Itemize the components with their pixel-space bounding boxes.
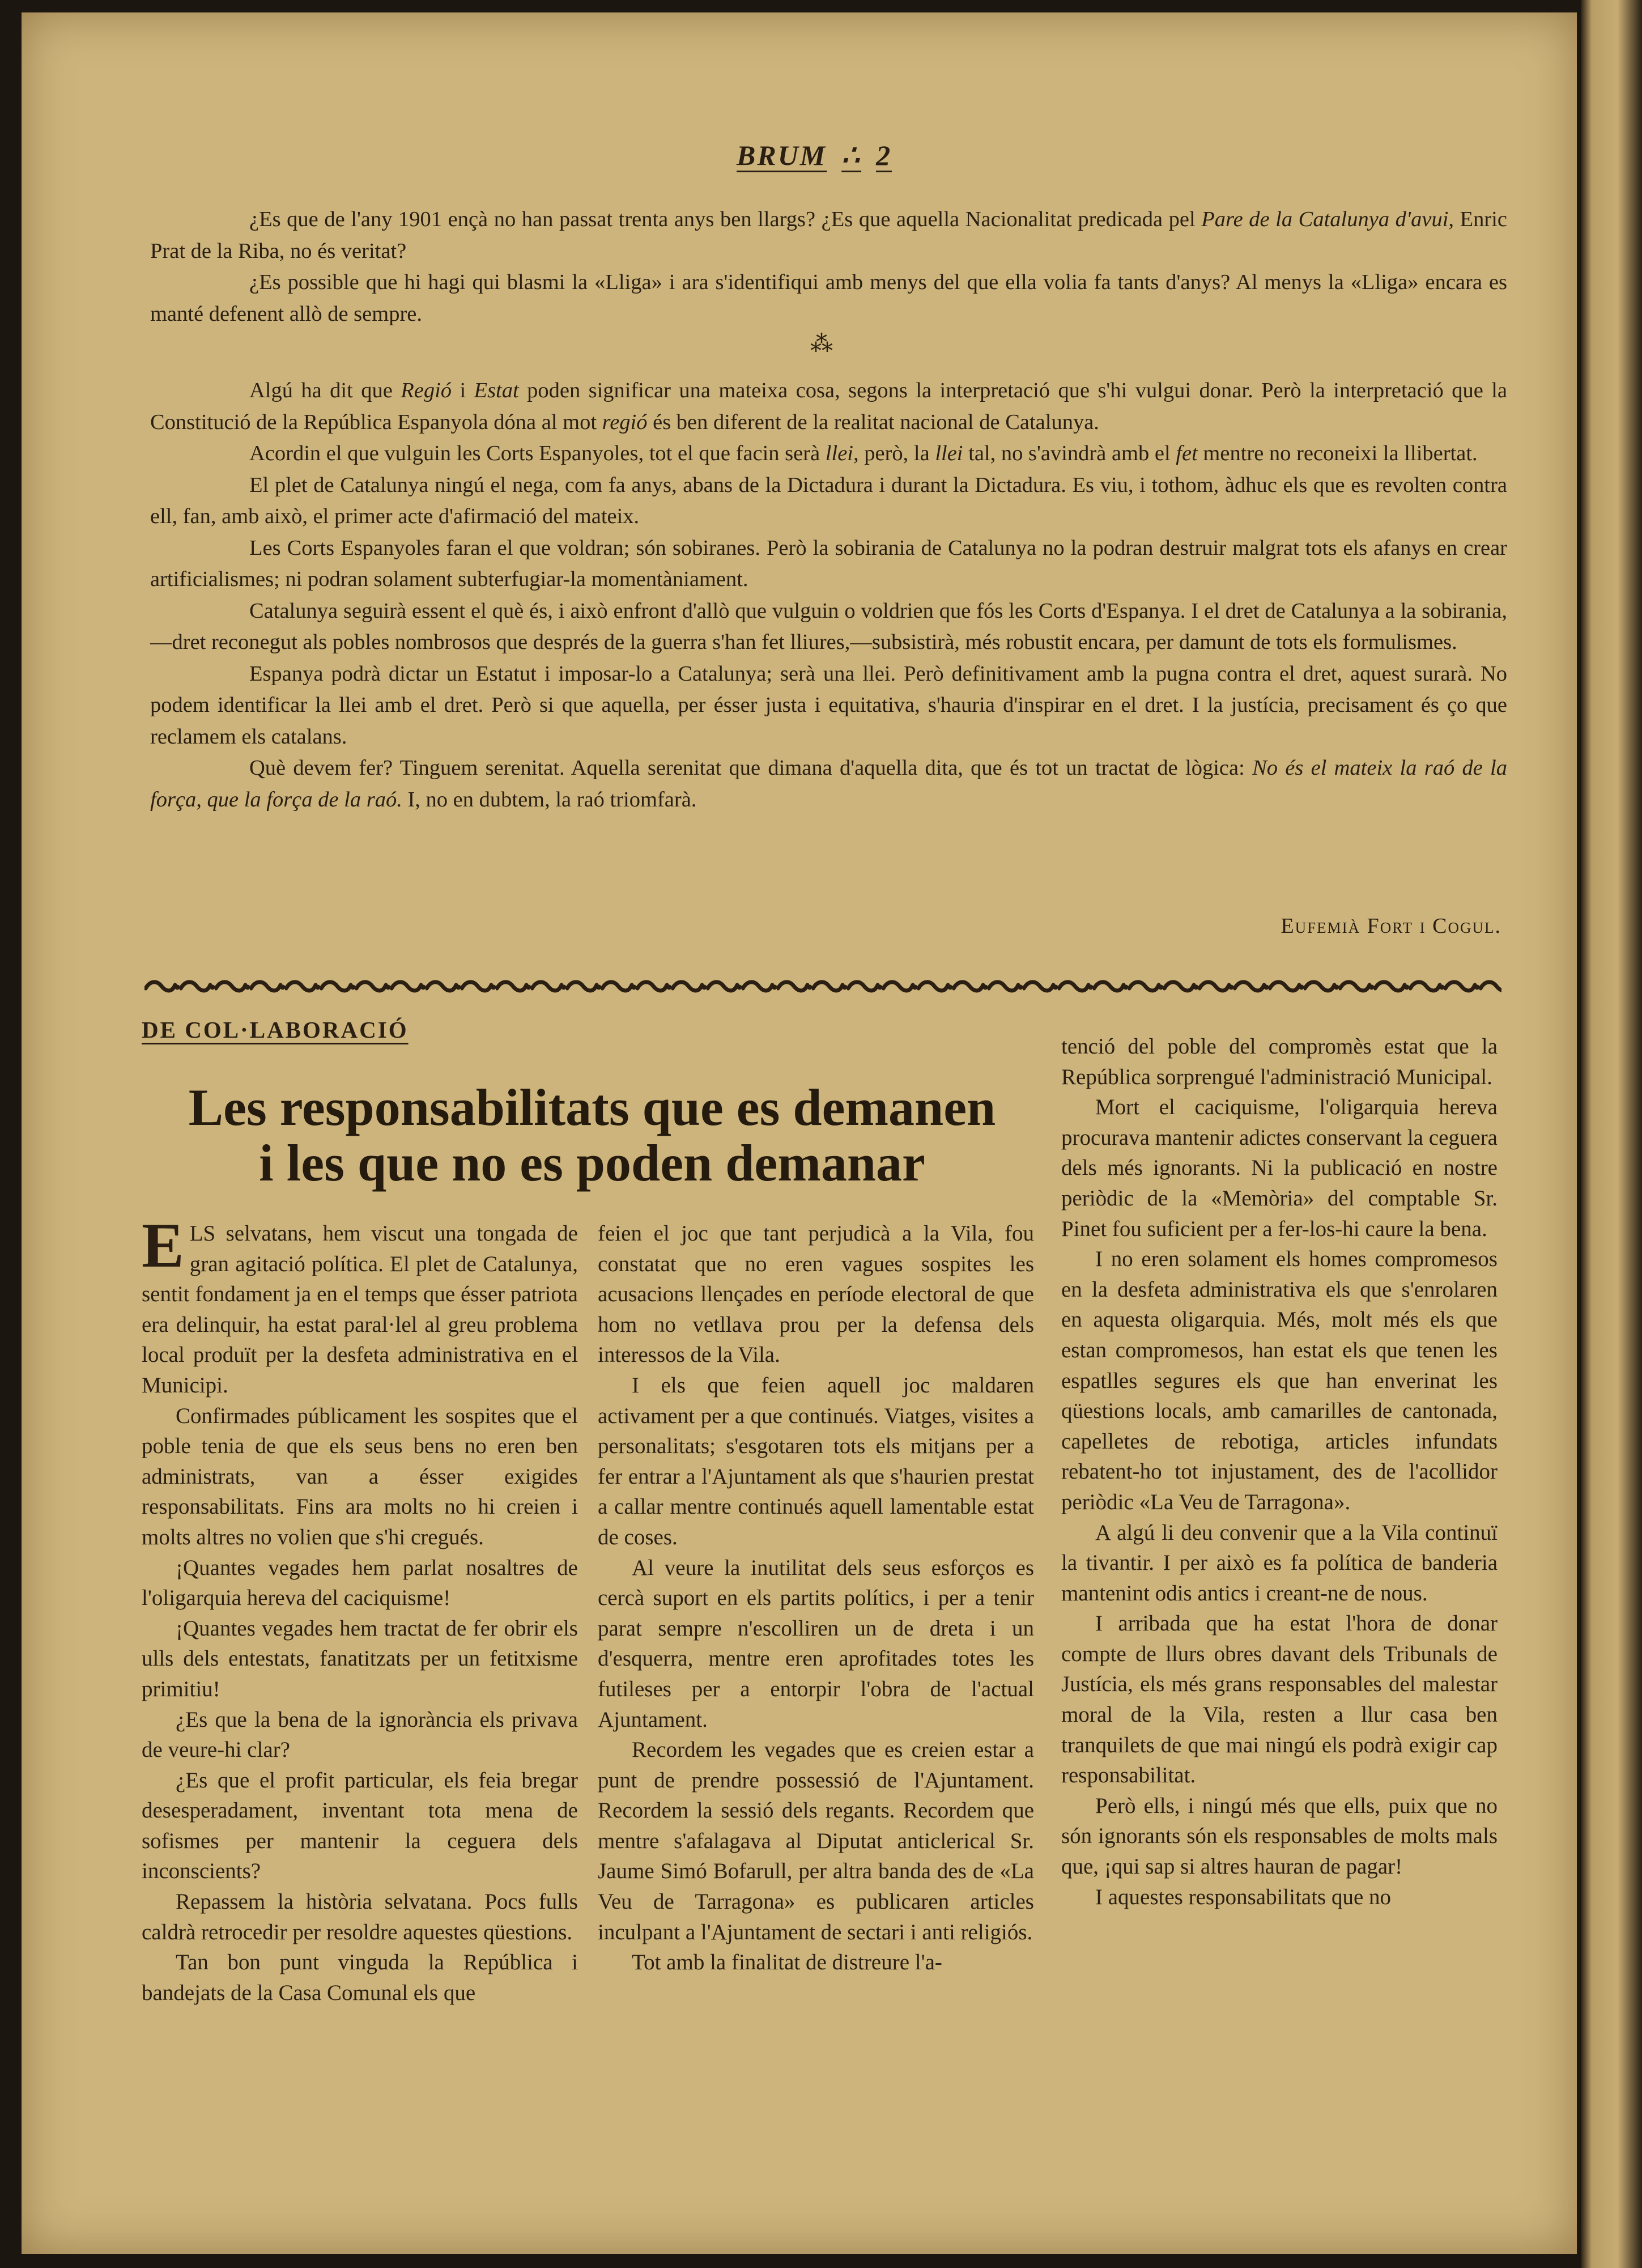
top-para-8: Espanya podrà dictar un Estatut i imposar-lo a Catalunya; serà una llei. Però definitivament amb la pugna contra el dret, aquest surarà. No podem identificar la llei amb el dret. Però si que aquella, per ésser justa i equitativa, s'hauria d'inspirar en el dret. I la justícia, precisament és ço que reclamem els catalans. xyxy=(150,661,1507,749)
author-signature: Eufemià Fort i Cogul. xyxy=(1281,914,1501,938)
col2-para-5: Tot amb la finalitat de distreure l'a- xyxy=(632,1950,942,1975)
top-para-5: El plet de Catalunya ningú el nega, com fa anys, abans de la Dictadura i durant la Dictadura. Es viu, i tothom, àdhuc els que es revolten contra ell, fan, amb això, el primer acte d'afirmació del mateix. xyxy=(150,473,1507,528)
col1-para-6: ¿Es que el profit particular, els feia bregar desesperadament, inventant tota mena de sofismes per mantenir la ceguera dels inconscients? xyxy=(142,1768,578,1884)
col3-para-5: I arribada que ha estat l'hora de donar compte de llurs obres davant dels Tribunals de Justícia, els més grans responsables del malestar moral de la Vila, resten a llur casa ben tranquilets de que mai ningú els podrà exigir cap responsabilitat. xyxy=(1061,1611,1498,1788)
headline-line-1: Les responsabilitats que es demanen xyxy=(188,1078,996,1136)
col3-para-1: tenció del poble del compromès estat que la República sorprengué l'administració Municipal. xyxy=(1061,1034,1498,1089)
col1-para-5: ¿Es que la bena de la ignorància els privava de veure-hi clar? xyxy=(142,1707,578,1762)
col3-para-4: A algú li deu convenir que a la Vila continuï la tivantir. I per això es fa política de banderia mantenint odis antics i creant-ne de nous. xyxy=(1061,1520,1498,1606)
col1-para-1: ELS selvatans, hem viscut una tongada de gran agitació política. El plet de Catalunya, sentit fondament ja en el temps que ésser patriota era delinquir, ha estat paral·lel al greu problema local produït per la desfeta administrativa en el Municipi. xyxy=(142,1211,578,1398)
col2-para-2: I els que feien aquell joc maldaren activament per a que continués. Viatges, visites a personalitats; s'esgotaren tots els mitjans per a fer entrar a l'Ajuntament als que s'haurien prestat a callar mentre continués aquell lamentable estat de coses. xyxy=(598,1373,1034,1549)
top-para-3: Algú ha dit que Regió i Estat poden significar una mateixa cosa, segons la interpretació que s'hi vulgui donar. Però la interpretació que la Constitució de la República Espanyola dóna al mot regió és ben diferent de la realitat nacional de Catalunya. xyxy=(150,379,1507,434)
col3-para-3: I no eren solament els homes compromesos en la desfeta administrativa els que s'enrolaren en aquesta oligarquia. Més, molt més els que estan compromesos, han estat els que tenen les espatlles segures els que han enverinat les qüestions locals, amb camarilles de cantonada, capelletes de rebotiga, articles infundats rebatent-ho tot injustament, des de l'acollidor periòdic «La Veu de Tarragona». xyxy=(1061,1247,1498,1514)
publication-title: BRUM xyxy=(737,139,827,171)
top-para-6: Les Corts Espanyoles faran el que voldran; són sobiranes. Però la sobirania de Catalunya no la podran destruir malgrat tots els afanys en crear artificialismes; ni podran solament subterfugiar-la momentàniament. xyxy=(150,536,1507,591)
top-para-4: Acordin el que vulguin les Corts Espanyoles, tot el que facin serà llei, però, la llei tal, no s'avindrà amb el fet mentre no reconeixi la llibertat. xyxy=(249,441,1478,465)
col3-para-6: Però ells, i ningú més que ells, puix que no són ignorants són els responsables de molts mals que, ¡qui sap si altres hauran de pagar! xyxy=(1061,1793,1498,1879)
col1-para-2: Confirmades públicament les sospites que el poble tenia de que els seus bens no eren ben administrats, van a ésser exigides responsabilitats. Fins ara molts no hi creien i molts altres no volien que s'hi cregués. xyxy=(142,1403,578,1549)
drop-cap: E xyxy=(142,1211,184,1281)
top-para-1: ¿Es que de l'any 1901 ençà no han passat trenta anys ben llargs? ¿Es que aquella Nacionalitat predicada pel Pare de la Catalunya d'avui, Enric Prat de la Riba, no és veritat? xyxy=(150,207,1508,263)
asterism-divider: ⁂ xyxy=(810,331,833,356)
next-page-edge xyxy=(1581,0,1642,2268)
col2-para-3: Al veure la inutilitat dels seus esforços es cercà suport en els partits polítics, i per a tenir parat sempre n'escolliren un de dreta i un d'esquerra, mentre eren aprofitades totes les futileses per a entorpir l'obra de l'actual Ajuntament. xyxy=(598,1555,1034,1732)
col3-para-7: I aquestes responsabilitats que no xyxy=(1095,1884,1392,1909)
article-column-1 xyxy=(142,1211,578,2008)
ornamental-divider xyxy=(144,976,1501,999)
top-article-block-1 xyxy=(150,204,1507,330)
page-header xyxy=(737,139,963,179)
page-number: 2 xyxy=(876,139,892,171)
article-headline xyxy=(133,1080,1051,1199)
top-article-block-2 xyxy=(150,375,1507,816)
header-separator: ∴ xyxy=(841,139,862,171)
col1-para-3: ¡Quantes vegades hem parlat nosaltres de l'oligarquia hereva del caciquisme! xyxy=(142,1555,578,1611)
col1-para-7: Repassem la història selvatana. Pocs fulls caldrà retrocedir per resoldre aquestes qüestions. xyxy=(142,1889,578,1944)
article-column-3 xyxy=(1061,1031,1498,1912)
section-label: DE COL·LABORACIÓ xyxy=(142,1017,409,1043)
col3-para-2: Mort el caciquisme, l'oligarquia hereva procurava mantenir adictes conservant la ceguera dels més ignorants. Ni la publicació en nostre periòdic de la «Memòria» del comptable Sr. Pinet fou suficient per a fer-los-hi caure la bena. xyxy=(1061,1095,1498,1241)
headline-line-2: i les que no es poden demanar xyxy=(259,1134,925,1192)
top-para-7: Catalunya seguirà essent el què és, i això enfront d'allò que vulguin o voldrien que fós les Corts d'Espanya. I el dret de Catalunya a la sobirania,—dret reconegut als pobles nombrosos que després de la guerra s'han fet lliures,—subsistirà, més robustit encara, per damunt de tots els formulismes. xyxy=(150,598,1507,654)
top-para-9: Què devem fer? Tinguem serenitat. Aquella serenitat que dimana d'aquella dita, que és tot un tractat de lògica: No és el mateix la raó de la força, que la força de la raó. I, no en dubtem, la raó triomfarà. xyxy=(150,756,1507,812)
col2-para-4: Recordem les vegades que es creien estar a punt de prendre possessió de l'Ajuntament. Recordem la sessió dels regants. Recordem que mentre s'afalagava al Diputat anticlerical Sr. Jaume Simó Bofarull, per altra banda des de «La Veu de Tarragona» es publicaren articles inculpant a l'Ajuntament de sectari i anti religiós. xyxy=(598,1738,1034,1944)
col1-para-8: Tan bon punt vinguda la República i bandejats de la Casa Comunal els que xyxy=(142,1950,578,2005)
col1-para-4: ¡Quantes vegades hem tractat de fer obrir els ulls dels entestats, fanatitzats per un fetitxisme primitiu! xyxy=(142,1616,578,1701)
article-column-2 xyxy=(598,1218,1034,1978)
col2-para-1: feien el joc que tant perjudicà a la Vila, fou constatat que no eren vagues sospites les acusacions llençades en període electoral de que hom no vetllava prou per la defensa dels interessos de la Vila. xyxy=(598,1221,1034,1367)
top-para-2: ¿Es possible que hi hagi qui blasmi la «Lliga» i ara s'identifiqui amb menys del que ella volia fa tants d'anys? Al menys la «Lliga» encara es manté defenent allò de sempre. xyxy=(150,270,1507,326)
